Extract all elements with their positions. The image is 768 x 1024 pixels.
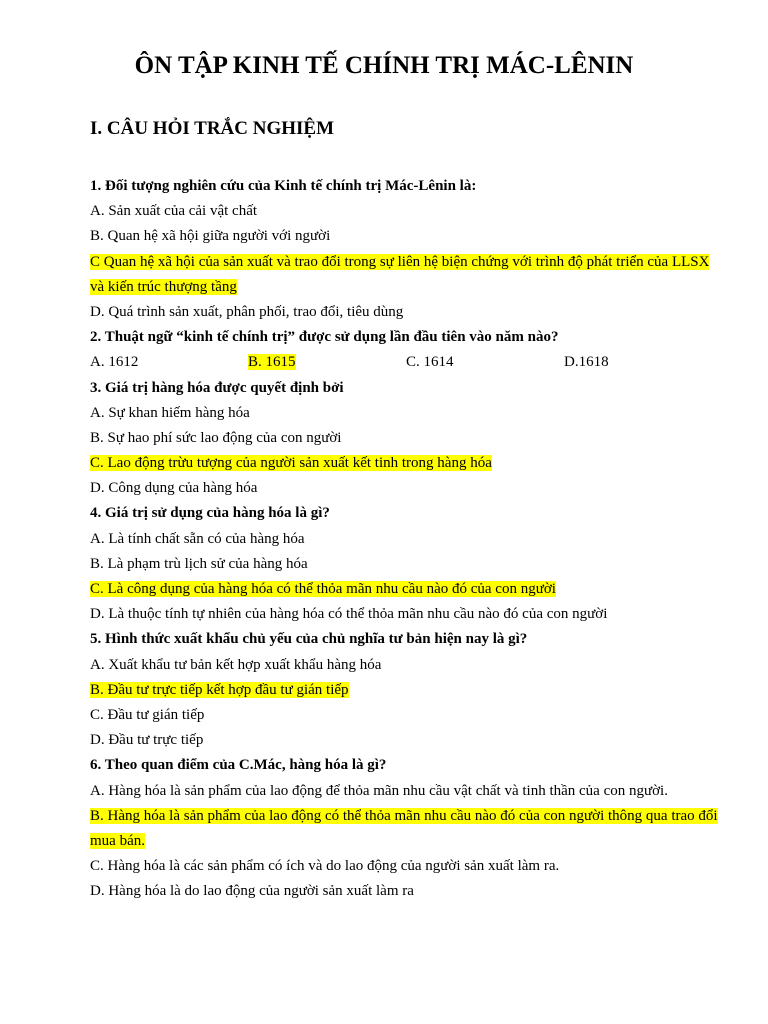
answer-highlight: C. Lao động trừu tượng của người sản xuất kết tinh trong hàng hóa	[90, 455, 492, 472]
answer-highlight: C Quan hệ xã hội của sản xuất và trao đổi trong sự liên hệ biện chứng với trình độ phát triển của LLSX và kiến trúc thượng tầng	[90, 253, 710, 295]
answer-highlight: B. Đầu tư trực tiếp kết hợp đầu tư gián tiếp	[90, 681, 349, 698]
answer-option-c: C. Hàng hóa là các sản phẩm có ích và do lao động của người sản xuất làm ra.	[90, 858, 560, 875]
question-text: 5. Hình thức xuất khẩu chủ yếu của chủ nghĩa tư bản hiện nay là gì?	[90, 631, 528, 648]
answer-option-d: D. Hàng hóa là do lao động của người sản xuất làm ra	[90, 883, 414, 900]
answer-option-a: A. Là tính chất sẵn có của hàng hóa	[90, 530, 305, 547]
answer-option-b-correct	[90, 678, 720, 703]
answer-option-c: C. 1614	[406, 354, 454, 371]
answer-highlight: B. 1615	[248, 354, 296, 371]
answer-option-d: D. Công dụng của hàng hóa	[90, 480, 258, 497]
answer-highlight: B. Hàng hóa là sản phẩm của lao động có thể thỏa mãn nhu cầu nào đó của con người thông qua trao đổi mua bán.	[90, 807, 718, 849]
answer-option-c-correct	[90, 250, 720, 300]
question-block	[90, 376, 720, 502]
question-block	[90, 753, 720, 904]
question-text: 4. Giá trị sử dụng của hàng hóa là gì?	[90, 505, 330, 522]
answer-option-a: A. Sự khan hiếm hàng hóa	[90, 404, 250, 421]
answer-option-b: B. Là phạm trù lịch sử của hàng hóa	[90, 555, 308, 572]
answer-option-d: D. Quá trình sản xuất, phân phối, trao đổi, tiêu dùng	[90, 303, 404, 320]
answer-option-d: D. Đầu tư trực tiếp	[90, 732, 204, 749]
answer-option-a: A. Xuất khẩu tư bản kết hợp xuất khẩu hàng hóa	[90, 656, 382, 673]
answer-options-row	[90, 350, 720, 375]
question-text: 2. Thuật ngữ “kinh tế chính trị” được sử dụng lần đầu tiên vào năm nào?	[90, 329, 559, 346]
section-heading: I. CÂU HỎI TRẮC NGHIỆM	[90, 118, 335, 139]
answer-highlight: C. Là công dụng của hàng hóa có thể thỏa mãn nhu cầu nào đó của con người	[90, 581, 556, 598]
answer-option-d: D.1618	[564, 354, 609, 371]
question-block	[90, 174, 720, 325]
question-block	[90, 325, 720, 375]
question-text: 6. Theo quan điểm của C.Mác, hàng hóa là gì?	[90, 757, 387, 774]
answer-option-a: A. Hàng hóa là sản phẩm của lao động để thỏa mãn nhu cầu vật chất và tinh thần của con người.	[90, 782, 668, 799]
question-text: 3. Giá trị hàng hóa được quyết định bởi	[90, 379, 344, 396]
page-title: ÔN TẬP KINH TẾ CHÍNH TRỊ MÁC-LÊNIN	[134, 52, 634, 79]
answer-option-d: D. Là thuộc tính tự nhiên của hàng hóa có thể thỏa mãn nhu cầu nào đó của con người	[90, 606, 608, 623]
answer-option-a: A. Sản xuất của cải vật chất	[90, 203, 258, 220]
answer-option-b: B. Sự hao phí sức lao động của con người	[90, 429, 342, 446]
question-list	[90, 174, 720, 905]
answer-option-b-correct	[90, 804, 720, 854]
question-text: 1. Đối tượng nghiên cứu của Kinh tế chính trị Mác-Lênin là:	[90, 178, 477, 194]
answer-option-b: B. Quan hệ xã hội giữa người với người	[90, 228, 331, 245]
answer-option-b-correct	[248, 350, 406, 375]
answer-option-a: A. 1612	[90, 354, 139, 371]
answer-option-c-correct	[90, 577, 720, 602]
answer-option-c: C. Đầu tư gián tiếp	[90, 706, 205, 723]
question-block	[90, 627, 720, 753]
question-block	[90, 501, 720, 627]
answer-option-c-correct	[90, 451, 720, 476]
